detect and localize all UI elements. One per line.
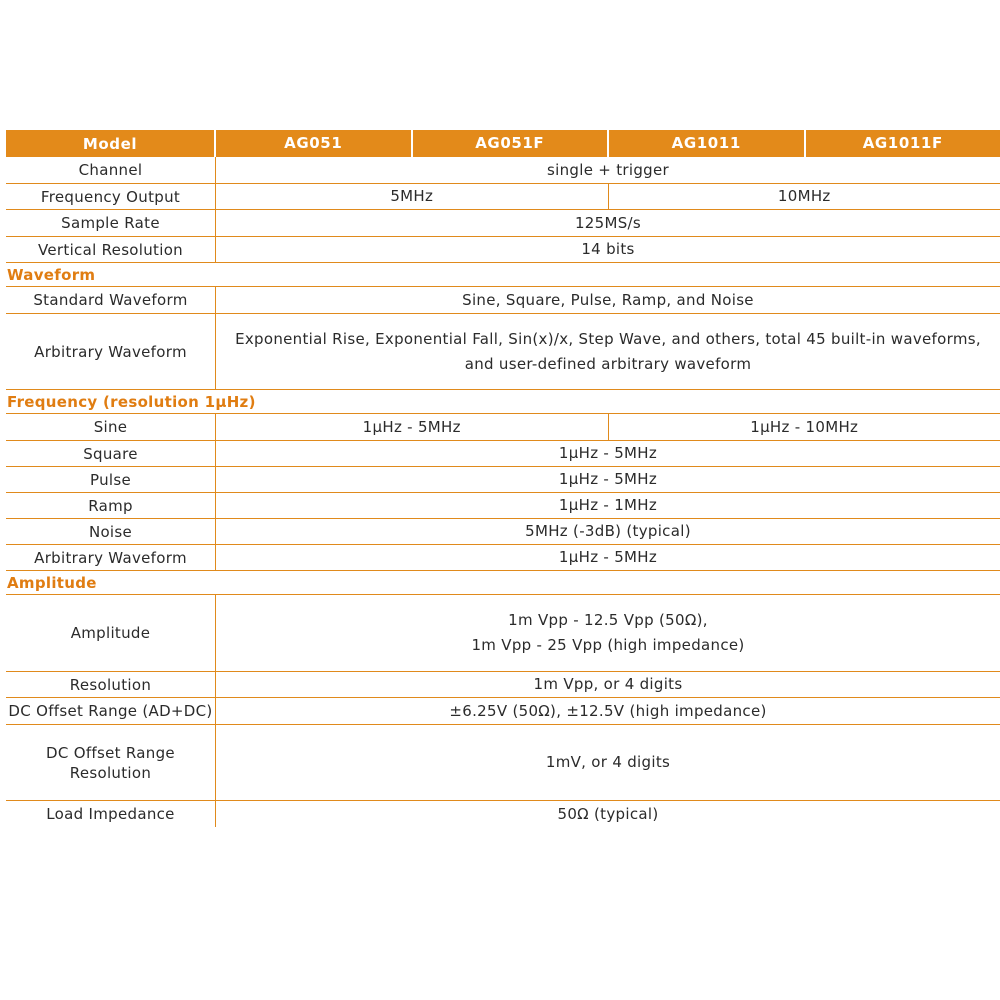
value-line: Exponential Rise, Exponential Fall, Sin(x)/x, Step Wave, and others, total 45 built-in waveforms, bbox=[235, 329, 981, 348]
value-line: 1m Vpp - 25 Vpp (high impedance) bbox=[471, 636, 745, 654]
table-row bbox=[6, 184, 1000, 210]
row-value: 1m Vpp, or 4 digits bbox=[533, 675, 683, 693]
row-label: DC Offset Range (AD+DC) bbox=[6, 698, 216, 724]
table-row bbox=[6, 519, 1000, 545]
row-value: Sine, Square, Pulse, Ramp, and Noise bbox=[462, 290, 754, 309]
table-row bbox=[6, 414, 1000, 441]
table-row bbox=[6, 287, 1000, 314]
label-line: Resolution bbox=[69, 763, 152, 782]
table-row bbox=[6, 545, 1000, 571]
row-value: 1μHz - 10MHz bbox=[608, 414, 1000, 440]
table-row bbox=[6, 595, 1000, 672]
table-row bbox=[6, 725, 1000, 801]
table-row bbox=[6, 672, 1000, 698]
row-value: 1μHz - 5MHz bbox=[558, 444, 658, 462]
row-value: 10MHz bbox=[608, 184, 1000, 209]
row-label: Resolution bbox=[6, 672, 216, 697]
row-value: 125MS/s bbox=[574, 213, 642, 232]
table-row bbox=[6, 157, 1000, 184]
header-model-ag051: AG051 bbox=[284, 134, 343, 152]
header-model-ag051f: AG051F bbox=[411, 130, 608, 157]
row-value: 5MHz (-3dB) (typical) bbox=[525, 522, 691, 540]
row-label: Sine bbox=[6, 414, 216, 440]
table-row bbox=[6, 801, 1000, 827]
row-label: Standard Waveform bbox=[6, 287, 216, 313]
table-row bbox=[6, 210, 1000, 237]
row-label: Arbitrary Waveform bbox=[6, 314, 216, 389]
row-value bbox=[216, 314, 1000, 389]
header-model-ag1011f: AG1011F bbox=[804, 130, 1000, 157]
section-title-frequency: Frequency (resolution 1μHz) bbox=[6, 390, 1000, 414]
row-label: Arbitrary Waveform bbox=[6, 545, 216, 570]
row-label: Square bbox=[6, 441, 216, 466]
row-label: Load Impedance bbox=[6, 801, 216, 827]
row-label: Sample Rate bbox=[6, 210, 216, 236]
table-row bbox=[6, 441, 1000, 467]
row-value: 1μHz - 5MHz bbox=[558, 548, 658, 566]
table-header bbox=[6, 130, 1000, 157]
header-model-ag1011: AG1011 bbox=[607, 130, 804, 157]
label-line: DC Offset Range bbox=[46, 743, 175, 762]
row-value: ±6.25V (50Ω), ±12.5V (high impedance) bbox=[449, 701, 767, 720]
row-value: 14 bits bbox=[581, 240, 635, 258]
row-label: Ramp bbox=[6, 493, 216, 518]
section-title-waveform: Waveform bbox=[6, 263, 1000, 287]
row-label: Amplitude bbox=[6, 595, 216, 671]
row-value: 50Ω (typical) bbox=[557, 804, 659, 823]
table-row bbox=[6, 493, 1000, 519]
row-label: Noise bbox=[6, 519, 216, 544]
value-line: 1m Vpp - 12.5 Vpp (50Ω), bbox=[508, 611, 708, 629]
table-row bbox=[6, 698, 1000, 725]
row-label bbox=[6, 725, 216, 800]
header-model-label: Model bbox=[6, 130, 216, 157]
spec-table bbox=[6, 130, 1000, 827]
row-value: 5MHz bbox=[390, 187, 434, 205]
row-label: Pulse bbox=[6, 467, 216, 492]
section-title-amplitude: Amplitude bbox=[6, 571, 1000, 595]
row-label: Frequency Output bbox=[6, 184, 216, 209]
row-value: single + trigger bbox=[547, 160, 669, 179]
table-row bbox=[6, 467, 1000, 493]
row-label: Channel bbox=[6, 157, 216, 183]
row-label: Vertical Resolution bbox=[6, 237, 216, 262]
value-line: and user-defined arbitrary waveform bbox=[464, 354, 752, 373]
row-value: 1μHz - 1MHz bbox=[558, 496, 658, 514]
table-row bbox=[6, 314, 1000, 390]
row-value: 1μHz - 5MHz bbox=[362, 417, 461, 436]
row-value: 1μHz - 5MHz bbox=[558, 470, 658, 488]
row-value: 1mV, or 4 digits bbox=[545, 753, 671, 771]
row-value bbox=[216, 595, 1000, 671]
table-row bbox=[6, 237, 1000, 263]
